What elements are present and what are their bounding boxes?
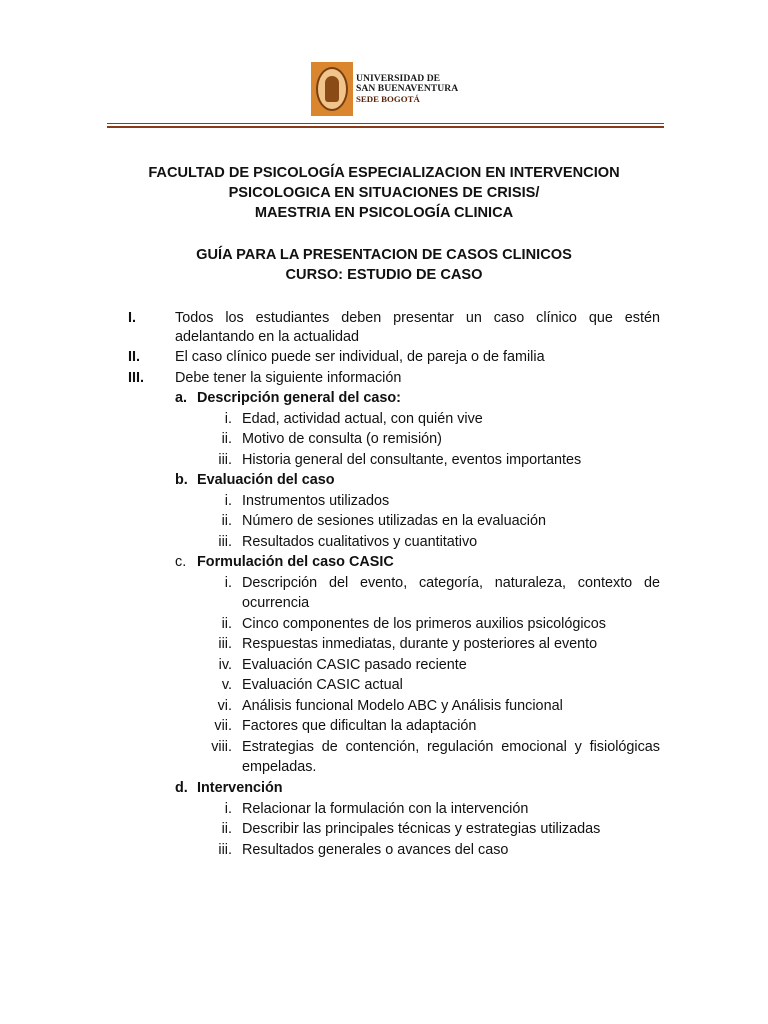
university-seal-icon — [311, 62, 353, 116]
section-a-title: Descripción general del caso: — [197, 390, 401, 406]
logo-text — [356, 74, 458, 104]
faculty-heading — [110, 163, 658, 223]
section-c-item-6-marker: vi. — [217, 698, 232, 714]
section-b-item-3-marker: iii. — [218, 534, 232, 550]
item-1-line-2: adelantando en la actualidad — [175, 329, 360, 345]
section-d-item-2-marker: ii. — [221, 821, 232, 837]
section-c-item-6-text: Análisis funcional Modelo ABC y Análisis funcional — [242, 698, 563, 714]
section-c-item-1-line-1: Descripción del evento, categoría, naturaleza, contexto de — [242, 575, 660, 591]
section-c-heading — [175, 552, 394, 572]
section-b-item-3-text: Resultados cualitativos y cuantitativo — [242, 534, 478, 550]
faculty-heading-line-3: MAESTRIA EN PSICOLOGÍA CLINICA — [254, 205, 514, 221]
section-c-item-7-text: Factores que dificultan la adaptación — [242, 718, 477, 734]
section-a-item-3-text: Historia general del consultante, eventos importantes — [242, 452, 582, 468]
item-2-text: El caso clínico puede ser individual, de pareja o de familia — [175, 349, 545, 365]
section-a-item-2-marker: ii. — [221, 431, 232, 447]
section-d-heading — [175, 778, 283, 798]
section-a-item-1-marker: i. — [224, 411, 232, 427]
logo-line-3: SEDE BOGOTÁ — [356, 94, 420, 104]
item-2-marker: II. — [128, 349, 140, 365]
section-d-item-3-marker: iii. — [218, 842, 232, 858]
section-d-item-1-text: Relacionar la formulación con la intervención — [242, 801, 529, 817]
university-logo — [311, 62, 459, 116]
item-1-line-1: Todos los estudiantes deben presentar un caso clínico que estén — [175, 310, 660, 326]
section-a-item-3-marker: iii. — [218, 452, 232, 468]
section-d-title: Intervención — [197, 780, 283, 796]
section-c-item-7-marker: vii. — [214, 718, 232, 734]
section-c-item-1-marker: i. — [224, 575, 232, 591]
guide-title: GUÍA PARA LA PRESENTACION DE CASOS CLINICOS — [196, 247, 572, 263]
guide-heading — [110, 245, 658, 285]
section-b-title: Evaluación del caso — [197, 472, 335, 488]
section-c-title: Formulación del caso CASIC — [197, 554, 394, 570]
section-b-item-1-marker: i. — [224, 493, 232, 509]
section-b-marker: b. — [175, 472, 188, 488]
section-b-item-2-marker: ii. — [221, 513, 232, 529]
header-divider-top — [107, 123, 664, 124]
section-b-item-2-text: Número de sesiones utilizadas en la evaluación — [242, 513, 546, 529]
section-c-item-1-line-2: ocurrencia — [242, 595, 310, 611]
header-divider-bottom — [107, 126, 664, 128]
item-1-marker: I. — [128, 310, 136, 326]
course-title: CURSO: ESTUDIO DE CASO — [285, 267, 483, 283]
section-c-item-3-marker: iii. — [218, 636, 232, 652]
section-c-item-8-marker: viii. — [211, 739, 232, 755]
item-3-text: Debe tener la siguiente información — [175, 370, 402, 386]
section-b-heading — [175, 470, 335, 490]
faculty-heading-line-2: PSICOLOGICA EN SITUACIONES DE CRISIS/ — [228, 185, 540, 201]
section-c-item-8-line-2: empeladas. — [242, 759, 317, 775]
section-c-item-5-text: Evaluación CASIC actual — [242, 677, 403, 693]
section-c-item-2-text: Cinco componentes de los primeros auxilios psicológicos — [242, 616, 606, 632]
section-d-marker: d. — [175, 780, 188, 796]
section-d-item-3-text: Resultados generales o avances del caso — [242, 842, 509, 858]
section-c-item-5-marker: v. — [221, 677, 232, 693]
section-d-item-2-text: Describir las principales técnicas y estrategias utilizadas — [242, 821, 601, 837]
section-a-marker: a. — [175, 390, 188, 406]
section-c-item-8-line-1: Estrategias de contención, regulación emocional y fisiológicas — [242, 739, 660, 755]
logo-line-2: SAN BUENAVENTURA — [356, 83, 459, 94]
section-c-marker: c. — [175, 554, 187, 570]
faculty-heading-line-1: FACULTAD DE PSICOLOGÍA ESPECIALIZACION EN INTERVENCION — [148, 165, 620, 181]
section-d-item-1-marker: i. — [224, 801, 232, 817]
item-3-marker: III. — [128, 370, 144, 386]
section-c-item-3-text: Respuestas inmediatas, durante y posteriores al evento — [242, 636, 598, 652]
section-a-heading — [175, 388, 401, 408]
section-a-item-1-text: Edad, actividad actual, con quién vive — [242, 411, 483, 427]
logo-line-1: UNIVERSIDAD DE — [356, 73, 441, 84]
section-c-item-2-marker: ii. — [221, 616, 232, 632]
section-a-item-2-text: Motivo de consulta (o remisión) — [242, 431, 442, 447]
section-c-item-4-marker: iv. — [218, 657, 232, 673]
section-c-item-4-text: Evaluación CASIC pasado reciente — [242, 657, 467, 673]
section-b-item-1-text: Instrumentos utilizados — [242, 493, 390, 509]
